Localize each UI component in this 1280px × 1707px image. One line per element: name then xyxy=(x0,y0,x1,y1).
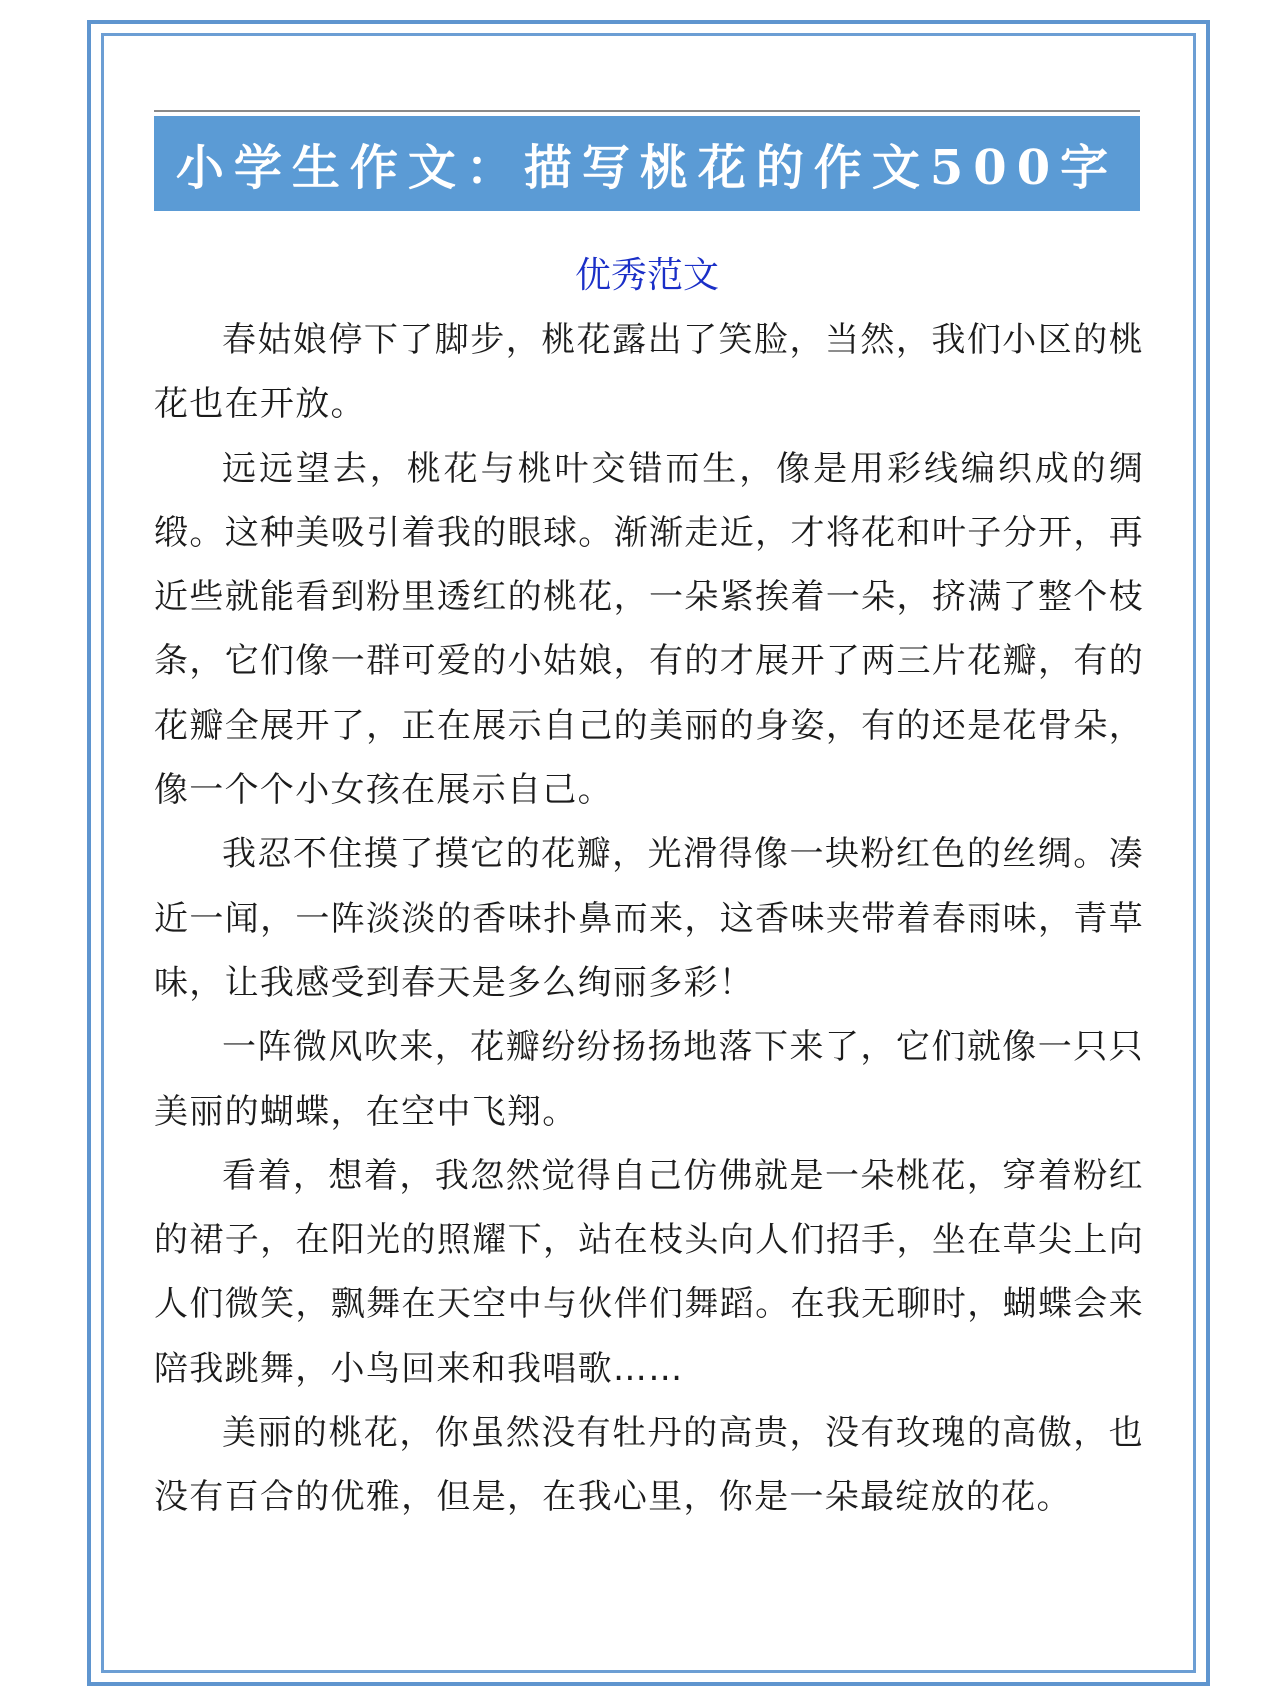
section-subtitle: 优秀范文 xyxy=(574,255,719,296)
essay-paragraph: 远远望去，桃花与桃叶交错而生，像是用彩线编织成的绸缎。这种美吸引着我的眼球。渐渐走近，才将花和叶子分开，再近些就能看到粉里透红的桃花，一朵紧挨着一朵，挤满了整个枝条，它们像一群可爱的小姑娘，有的才展开了两三片花瓣，有的花瓣全展开了，正在展示自己的美丽的身姿，有的还是花骨朵，像一个个小女孩在展示自己。 xyxy=(154,448,1144,811)
essay-paragraph: 一阵微风吹来，花瓣纷纷扬扬地落下来了，它们就像一只只美丽的蝴蝶，在空中飞翔。 xyxy=(154,1027,1144,1132)
essay-paragraph: 春姑娘停下了脚步，桃花露出了笑脸，当然，我们小区的桃花也在开放。 xyxy=(154,320,1144,425)
essay-paragraph: 美丽的桃花，你虽然没有牡丹的高贵，没有玫瑰的高傲，也没有百合的优雅，但是，在我心里，你是一朵最绽放的花。 xyxy=(154,1413,1144,1518)
essay-paragraph: 我忍不住摸了摸它的花瓣，光滑得像一块粉红色的丝绸。凑近一闻，一阵淡淡的香味扑鼻而来，这香味夹带着春雨味，青草味，让我感受到春天是多么绚丽多彩！ xyxy=(154,834,1144,1003)
title-divider xyxy=(154,110,1140,112)
page-title: 小学生作文：描写桃花的作文500字 xyxy=(175,140,1119,196)
essay-paragraph: 看着，想着，我忽然觉得自己仿佛就是一朵桃花，穿着粉红的裙子，在阳光的照耀下，站在枝头向人们招手，坐在草尖上向人们微笑，飘舞在天空中与伙伴们舞蹈。在我无聊时，蝴蝶会来陪我跳舞，小鸟回来和我唱歌…… xyxy=(154,1155,1144,1389)
essay-body xyxy=(154,308,1144,1530)
title-banner xyxy=(154,116,1140,211)
